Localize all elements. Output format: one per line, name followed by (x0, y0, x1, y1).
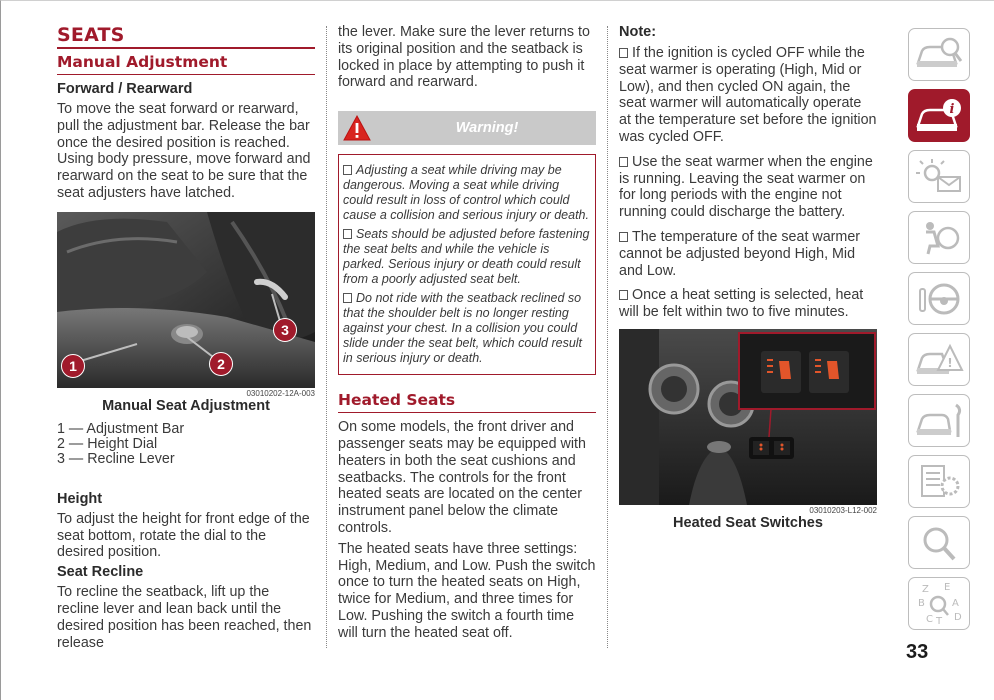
callout-2: 2 (209, 352, 233, 376)
checkbox-bullet-icon (343, 229, 352, 239)
svg-text:E: E (944, 581, 951, 593)
warning-title: Warning! (455, 120, 519, 137)
svg-text:B: B (918, 597, 925, 609)
note-item: The temperature of the seat warmer cannot be adjusted beyond High, Mid and Low. (619, 228, 861, 279)
tab-search[interactable] (908, 516, 970, 569)
column-2 (338, 24, 596, 642)
dashboard-photo (619, 329, 877, 505)
note-title: Note: (619, 24, 657, 40)
warning-item: Do not ride with the seatback reclined so that the shoulder belt is no longer resting against your chest. In a collision you could slide under the seat belt, which could result in serious injury or death. (343, 291, 583, 366)
checkbox-bullet-icon (343, 293, 352, 303)
heated-seats-title: Heated Seats (338, 391, 456, 410)
warning-item: Seats should be adjusted before fastening the seat belts and while the vehicle is parked. Serious injury or death could result from a poorly adjusted seat belt. (343, 227, 590, 287)
tab-car-search[interactable] (908, 28, 970, 81)
warning-box (338, 154, 596, 375)
tab-roadside[interactable] (908, 333, 970, 386)
svg-text:Z: Z (922, 583, 929, 595)
checkbox-bullet-icon (343, 165, 352, 175)
column-divider (607, 26, 608, 648)
note-item: Once a heat setting is selected, heat will be felt within two to five minutes. (619, 287, 864, 321)
checkbox-bullet-icon (619, 232, 628, 242)
warning-item: Adjusting a seat while driving may be dangerous. Moving a seat while driving could result in loss of control which could cause a collision and serious injury or death. (343, 163, 589, 223)
forward-rearward-text: To move the seat forward or rearward, pull the adjustment bar. Release the bar once the desired position is reached. Using body pressure, move forward and rearward on the seat to be sure that the seat adjusters have latched. (57, 101, 311, 201)
figure-legend (57, 422, 315, 467)
svg-text:D: D (954, 611, 962, 623)
specs-icon (914, 462, 964, 502)
section-title: SEATS (57, 24, 125, 46)
warning-lights-icon (914, 157, 964, 197)
column-divider (326, 26, 327, 648)
subsection-title: Manual Adjustment (57, 53, 228, 71)
section-rule (57, 47, 315, 49)
svg-text:T: T (936, 615, 943, 626)
tab-specs[interactable] (908, 455, 970, 508)
heated-seats-text-2: The heated seats have three settings: High, Medium, and Low. Push the switch once to turn the heated seats on High, twice for Medium, and three times for Low. Pushing the switch a fourth time will turn the heated seat off. (338, 540, 596, 641)
svg-text:!: ! (947, 355, 953, 370)
recline-continued-text: the lever. Make sure the lever returns to its original position and the seatback is locked in place by attempting to push it forward and rearward. (338, 24, 590, 91)
subsection-rule (57, 74, 315, 75)
figure-code: 03010203-L12-002 (809, 505, 877, 515)
callout-3: 3 (273, 318, 297, 342)
legend-item: 2 — Height Dial (57, 435, 158, 452)
warning-header (338, 111, 596, 145)
figure-code: 03010202-12A-003 (246, 388, 315, 398)
recline-heading: Seat Recline (57, 564, 144, 581)
legend-item: 3 — Recline Lever (57, 450, 175, 467)
column-1 (57, 24, 315, 651)
car-service-icon (914, 401, 964, 441)
tab-car-info[interactable] (908, 89, 970, 142)
svg-text:A: A (952, 597, 959, 609)
tab-index[interactable] (908, 577, 970, 630)
tab-warning-lights[interactable] (908, 150, 970, 203)
warning-triangle-icon (342, 114, 372, 147)
figure-caption: Heated Seat Switches (673, 514, 823, 531)
airbag-icon (914, 218, 964, 258)
page-number: 33 (906, 641, 929, 663)
checkbox-bullet-icon (619, 157, 628, 167)
search-icon (914, 523, 964, 563)
car-search-icon (914, 35, 964, 75)
checkbox-bullet-icon (619, 290, 628, 300)
svg-text:C: C (926, 613, 933, 625)
figure-caption: Manual Seat Adjustment (102, 397, 270, 414)
svg-text:i: i (949, 101, 955, 117)
tab-steering-wheel[interactable] (908, 272, 970, 325)
heated-seats-rule (338, 412, 596, 413)
checkbox-bullet-icon (619, 48, 628, 58)
note-item: If the ignition is cycled OFF while the seat warmer is operating (High, Mid or Low), and then cycled ON again, the seat warmer will automatically operate at the temperature set before the ignition was cycled OFF. (619, 45, 877, 145)
legend-item: 1 — Adjustment Bar (57, 420, 185, 437)
note-item: Use the seat warmer when the engine is running. Leaving the seat warmer on for long periods with the engine not running could discharge the battery. (619, 153, 873, 221)
column-3 (619, 24, 877, 531)
callout-1: 1 (61, 354, 85, 378)
car-info-icon (914, 96, 964, 136)
forward-rearward-heading: Forward / Rearward (57, 81, 193, 97)
heated-seats-text-1: On some models, the front driver and passenger seats may be equipped with heaters in both the seat cushions and seatbacks. The controls for the front heated seats are located on the center instrument panel below the climate controls. (338, 419, 586, 536)
roadside-icon (914, 340, 964, 380)
tab-car-service[interactable] (908, 394, 970, 447)
seat-photo (57, 212, 315, 388)
height-text: To adjust the height for front edge of the seat bottom, rotate the dial to the desired position. (57, 510, 310, 561)
seat-adjustment-figure (57, 212, 315, 388)
height-heading: Height (57, 490, 103, 507)
tab-airbag[interactable] (908, 211, 970, 264)
recline-text: To recline the seatback, lift up the recline lever and lean back until the desired position has been reached, then release (57, 584, 312, 651)
index-icon (914, 582, 964, 626)
heated-seat-switch-figure (619, 329, 877, 505)
steering-wheel-icon (914, 279, 964, 319)
chapter-tabs (908, 28, 971, 638)
